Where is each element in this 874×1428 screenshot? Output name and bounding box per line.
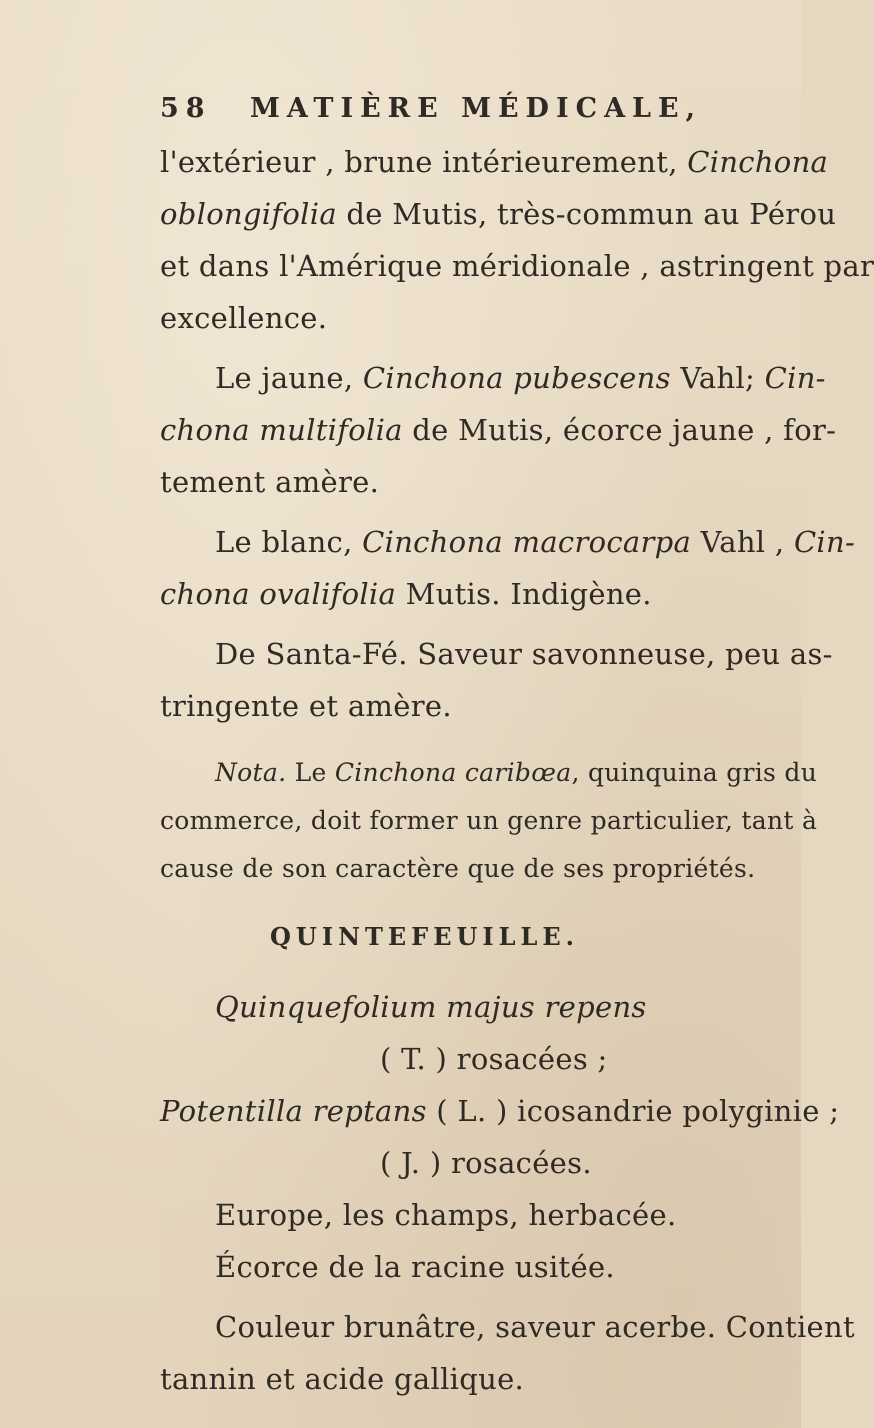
text-line xyxy=(160,577,652,611)
italic-span: oblongifolia xyxy=(160,197,337,231)
text-span: et dans l'Amérique méridionale , astringent par xyxy=(160,249,874,283)
text-line xyxy=(160,1094,840,1128)
text-span: Mutis. Indigène. xyxy=(396,577,652,611)
text-line: Écorce de la racine usitée. xyxy=(215,1250,615,1284)
text-span: de Mutis, très-commun au Pérou xyxy=(336,197,837,231)
classification: ( T. ) rosacées ; xyxy=(380,1042,608,1076)
nota-line: commerce, doit former un genre particulier, tant à xyxy=(160,806,818,835)
text-span: Le xyxy=(286,758,335,787)
text-line xyxy=(160,465,380,499)
italic-span: Cinchona caribœa xyxy=(334,758,572,787)
italic-span: chona multifolia xyxy=(160,413,403,447)
text-line: tannin et acide gallique. xyxy=(160,1362,525,1396)
text-span: Le blanc, xyxy=(215,525,363,559)
classification: ( J. ) rosacées. xyxy=(380,1146,592,1180)
text-span: Vahl , xyxy=(691,525,794,559)
text-line xyxy=(160,689,452,723)
text-line xyxy=(160,145,829,179)
running-title: MATIÈRE MÉDICALE, xyxy=(250,93,702,124)
text-line: Couleur brunâtre, saveur acerbe. Contient xyxy=(215,1310,855,1344)
section-title: QUINTEFEUILLE. xyxy=(270,922,580,951)
text-span: Vahl; xyxy=(670,361,765,395)
text-span: l'extérieur , brune intérieurement, xyxy=(160,145,688,179)
text-span: Le jaune, xyxy=(215,361,363,395)
italic-span: Nota. xyxy=(215,758,287,787)
text-line xyxy=(160,301,328,335)
text-span: , quinquina gris du xyxy=(571,758,818,787)
text-line xyxy=(160,413,837,447)
text-line xyxy=(160,197,837,231)
text-line xyxy=(215,361,826,395)
text-span: de Mutis, écorce jaune , for- xyxy=(402,413,837,447)
text-span: tringente et amère. xyxy=(160,689,452,723)
text-line: Europe, les champs, herbacée. xyxy=(215,1198,677,1232)
text-line xyxy=(215,525,856,559)
text-span: ( L. ) icosandrie polyginie ; xyxy=(426,1094,840,1128)
italic-span: chona ovalifolia xyxy=(160,577,397,611)
italic-span: Cinchona macrocarpa xyxy=(362,525,692,559)
text-span: tement amère. xyxy=(160,465,380,499)
latin-name: Quinquefolium majus repens xyxy=(215,990,647,1024)
nota-line: cause de son caractère que de ses propriétés. xyxy=(160,854,756,883)
text-line xyxy=(215,637,833,671)
italic-span: Cinchona xyxy=(687,145,829,179)
nota-line xyxy=(215,760,817,785)
italic-span: Potentilla reptans xyxy=(160,1094,427,1128)
page-number: 58 xyxy=(160,93,212,124)
italic-span: Cin- xyxy=(764,361,826,395)
text-line xyxy=(160,249,874,283)
text-span: excellence. xyxy=(160,301,328,335)
text-span: De Santa-Fé. Saveur savonneuse, peu as- xyxy=(215,637,833,671)
italic-span: Cinchona pubescens xyxy=(362,361,671,395)
italic-span: Cin- xyxy=(793,525,856,559)
